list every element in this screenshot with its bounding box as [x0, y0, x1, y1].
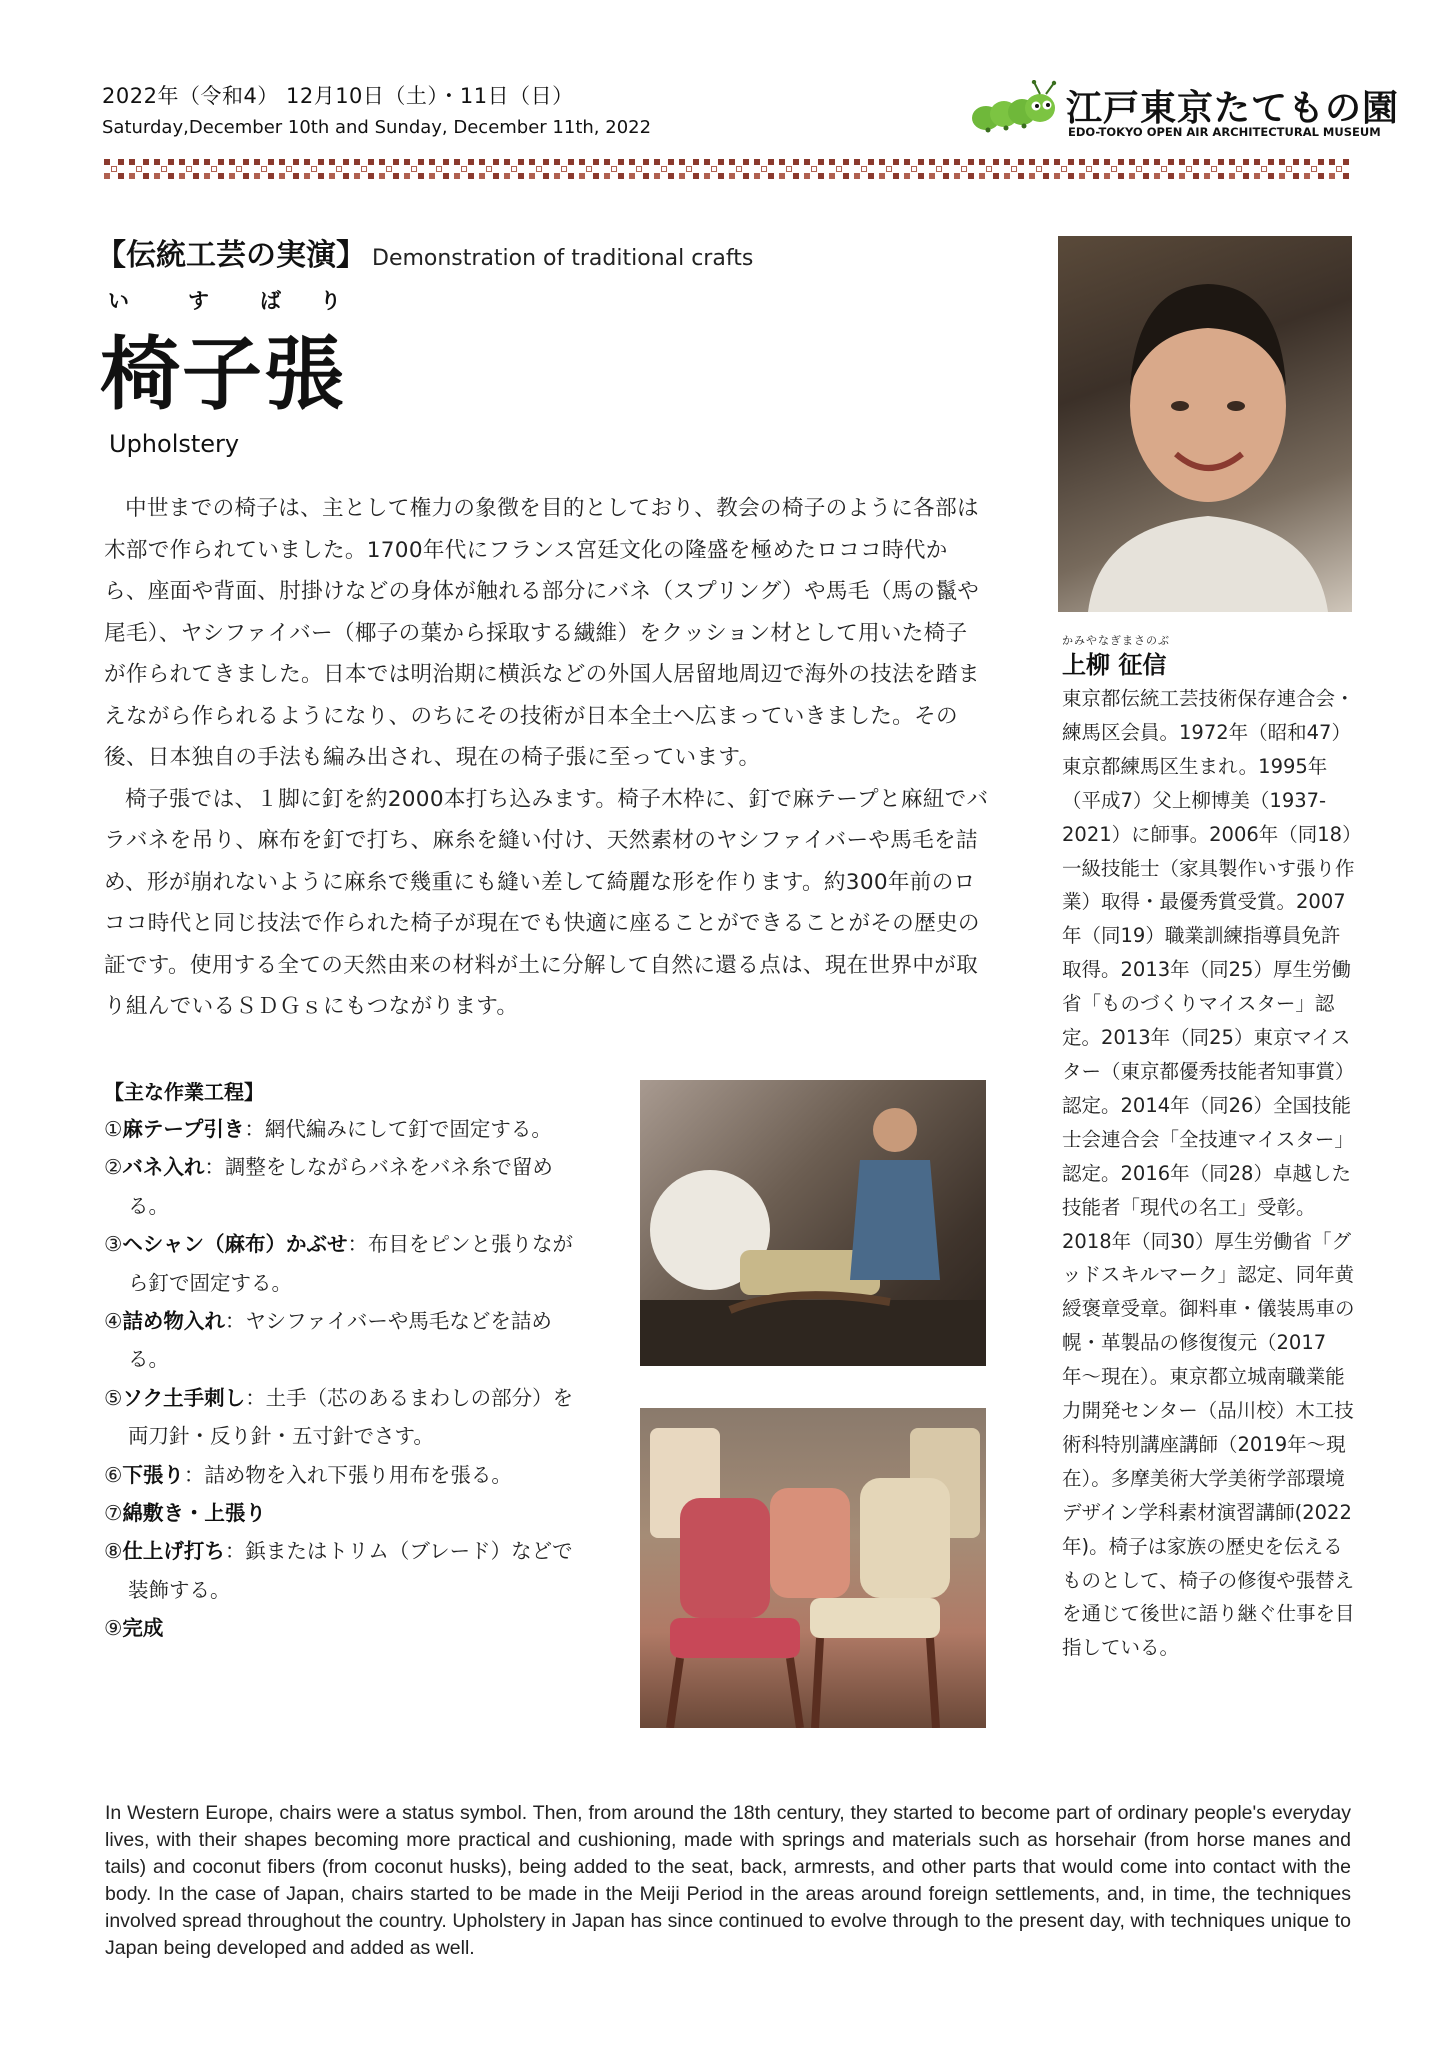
event-date-en: Saturday,December 10th and Sunday, December 11th, 2022: [102, 117, 652, 138]
artisan-portrait-photo: [1058, 236, 1352, 612]
caterpillar-mascot-icon: [968, 80, 1060, 138]
step-name: 麻テープ引き: [122, 1117, 245, 1141]
list-item: ⑧仕上げ打ち：鋲またはトリム（ブレード）などで装飾する。: [104, 1539, 573, 1602]
list-item: ④詰め物入れ：ヤシファイバーや馬毛などを詰める。: [104, 1309, 552, 1372]
artisan-name-ruby: かみやなぎまさのぶ: [1062, 634, 1170, 647]
event-date-jp: 2022年（令和4） 12月10日（土）・11日（日）: [102, 84, 574, 108]
step-name: 下張り: [122, 1462, 184, 1487]
step-name: 完成: [122, 1616, 164, 1641]
section-label-jp: 【伝統工芸の実演】: [96, 238, 366, 273]
intro-paragraph: 中世までの椅子は、主として権力の象徴を目的としており、教会の椅子のように各部は木部で作られていました。1700年代にフランス宮廷文化の隆盛を極めたロココ時代から、座面や背面、肘掛けなどの身体が触れる部分にバネ（スプリング）や馬毛（馬の鬣や尾毛）、ヤシファイバー（椰子の葉から採取する繊維）をクッション材として用いた椅子が作られてきました。日本では明治期に横浜などの外国人居留地周辺で海外の技法を踏まえながら作られるようになり、のちにその技術が日本全土へ広まっていきました。その後、日本独自の手法も編み出され、現在の椅子張に至っています。: [104, 496, 980, 770]
upholstery-work-photo: [640, 1080, 986, 1366]
list-item: ①麻テープ引き：網代編みにして釘で固定する。: [104, 1117, 552, 1141]
step-name: 詰め物入れ: [122, 1309, 225, 1334]
process-heading: 【主な作業工程】: [104, 1080, 264, 1104]
intro-paragraph: 椅子張では、１脚に釘を約2000本打ち込みます。椅子木枠に、釘で麻テープと麻紐でバラバネを吊り、麻布を釘で打ち、麻糸を縫い付け、天然素材のヤシファイバーや馬毛を詰め、形が崩れないように麻糸で幾重にも縫い差して綺麗な形を作ります。約300年前のロココ時代と同じ技法で作られた椅子が現在でも快適に座ることができることがその歴史の証です。使用する全ての天然由来の材料が土に分解して自然に還る点は、現在世界中が取り組んでいるＳＤＧｓにもつながります。: [104, 786, 989, 1019]
step-name: 綿敷き・上張り: [122, 1501, 266, 1526]
list-item: ⑦綿敷き・上張り: [104, 1501, 266, 1526]
english-description: In Western Europe, chairs were a status symbol. Then, from around the 18th century, they started to become part of ordinary people's everyday lives, with their shapes becoming more practical and cushioning, made with springs and materials such as horsehair (from horse manes and tails) and coconut fibers (from coconut husks), being added to the seat, back, armrests, and other parts that would come into contact with the body. In the case of Japan, chairs started to be made in the Meiji Period in the areas around foreign settlements, and, in time, the techniques involved spread throughout the country. Upholstery in Japan has since continued to evolve through to the present day, with techniques unique to Japan being developed and added as well.: [105, 1802, 1351, 1959]
page-subtitle: Upholstery: [109, 430, 240, 458]
process-list: [104, 1110, 584, 1648]
step-name: 仕上げ打ち: [122, 1539, 225, 1564]
list-item: ⑥下張り：詰め物を入れ下張り用布を張る。: [104, 1462, 512, 1487]
upholstered-chairs-photo: [640, 1408, 986, 1728]
museum-name-en: EDO-TOKYO OPEN AIR ARCHITECTURAL MUSEUM: [1068, 125, 1381, 139]
step-desc: ：土手（芯のあるまわしの部分）を両刀針・反り針・五寸針でさす。: [128, 1385, 574, 1449]
step-desc: ：布目をピンと張りながら釘で固定する。: [128, 1232, 573, 1295]
step-name: ソク土手刺し: [122, 1385, 246, 1410]
museum-logo[interactable]: [968, 80, 1400, 142]
section-heading: [96, 230, 753, 274]
step-desc: ：鋲またはトリム（ブレード）などで装飾する。: [128, 1539, 573, 1602]
title-ruby-char: い: [108, 289, 129, 313]
step-desc: ：網代編みにして釘で固定する。: [244, 1117, 552, 1141]
title-ruby-char: す: [188, 289, 209, 313]
step-desc: ：ヤシファイバーや馬毛などを詰める。: [128, 1309, 552, 1372]
intro-text: [104, 488, 989, 1028]
list-item: ⑨完成: [104, 1616, 164, 1641]
title-ruby-char: り: [320, 289, 341, 313]
museum-name: 江戸東京たてもの園: [1066, 88, 1400, 129]
list-item: ②バネ入れ：調整をしながらバネをバネ糸で留める。: [104, 1155, 553, 1218]
step-name: バネ入れ: [122, 1155, 205, 1180]
step-desc: ：調整をしながらバネをバネ糸で留める。: [128, 1155, 553, 1218]
artisan-biography: 東京都伝統工芸技術保存連合会・練馬区会員。1972年（昭和47）東京都練馬区生まれ。1995年（平成7）父上柳博美（1937-2021）に師事。2006年（同18）一級技能士（家具製作いす張り作業）取得・最優秀賞受賞。2007年（同19）職業訓練指導員免許取得。2013年（同25）厚生労働省「ものづくりマイスター」認定。2013年（同25）東京マイスター（東京都優秀技能者知事賞）認定。2014年（同26）全国技能士会連合会「全技連マイスター」認定。2016年（同28）卓越した技能者「現代の名工」受彰。2018年（同30）厚生労働省「グッドスキルマーク」認定、同年黄綬褒章受章。御料車・儀装馬車の幌・革製品の修復復元（2017年〜現在）。東京都立城南職業能力開発センター（品川校）木工技術科特別講座講師（2019年〜現在）。多摩美術大学美術学部環境デザイン学科素材演習講師(2022年)。椅子は家族の歴史を伝えるものとして、椅子の修復や張替えを通じて後世に語り継ぐ仕事を目指している。: [1062, 687, 1355, 1660]
artisan-name: 上柳 征信: [1062, 651, 1167, 679]
list-item: ③ヘシャン（麻布）かぶせ：布目をピンと張りながら釘で固定する。: [104, 1232, 573, 1295]
list-item: ⑤ソク土手刺し：土手（芯のあるまわしの部分）を両刀針・反り針・五寸針でさす。: [104, 1385, 574, 1449]
section-label-en: Demonstration of traditional crafts: [372, 246, 754, 271]
step-name: ヘシャン（麻布）かぶせ: [122, 1232, 348, 1257]
step-desc: ：詰め物を入れ下張り用布を張る。: [183, 1462, 512, 1487]
page-title: 椅子張: [100, 327, 346, 421]
title-ruby-char: ば: [260, 289, 281, 313]
decorative-border: [102, 157, 1352, 183]
